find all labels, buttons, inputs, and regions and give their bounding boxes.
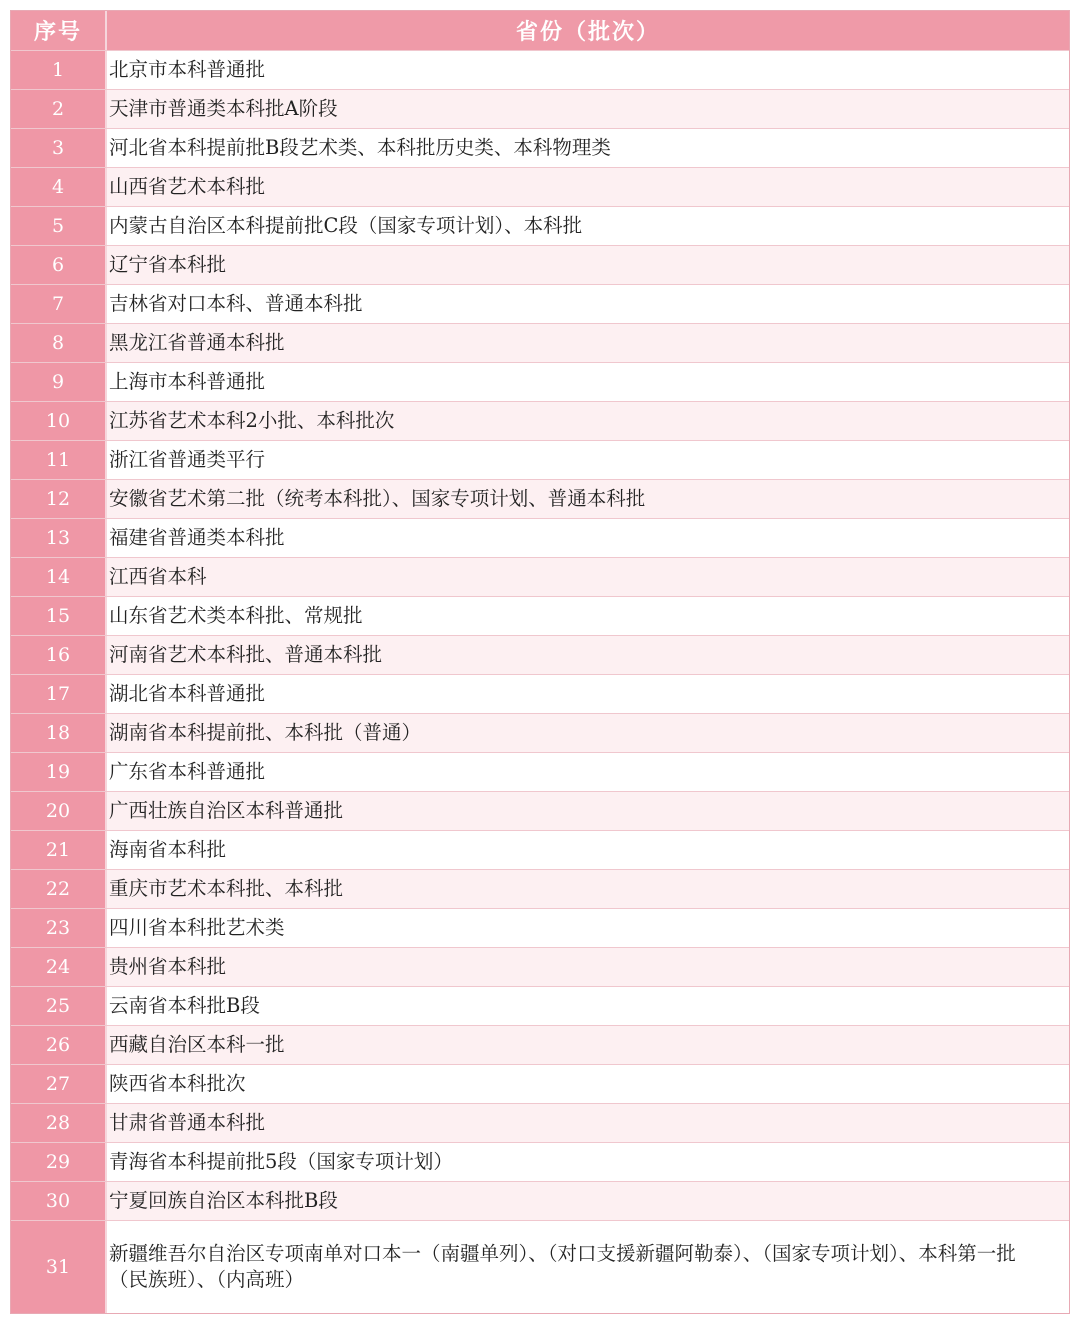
row-number: 21: [11, 831, 107, 869]
row-number: 23: [11, 909, 107, 947]
table-row: [11, 402, 1069, 441]
table-row: [11, 480, 1069, 519]
table-row: [11, 207, 1069, 246]
province-batch-cell: 吉林省对口本科、普通本科批: [107, 285, 1069, 323]
table-row: [11, 129, 1069, 168]
province-batch-cell: 重庆市艺术本科批、本科批: [107, 870, 1069, 908]
row-number: 4: [11, 168, 107, 206]
row-number: 16: [11, 636, 107, 674]
table-row: [11, 285, 1069, 324]
table-row: [11, 870, 1069, 909]
row-number: 25: [11, 987, 107, 1025]
province-batch-cell: 上海市本科普通批: [107, 363, 1069, 401]
row-number: 30: [11, 1182, 107, 1220]
table-row: [11, 792, 1069, 831]
row-number: 14: [11, 558, 107, 596]
table-row: [11, 519, 1069, 558]
row-number: 18: [11, 714, 107, 752]
header-title: 省份（批次）: [515, 20, 660, 45]
row-number: 5: [11, 207, 107, 245]
province-batch-cell: 天津市普通类本科批A阶段: [107, 90, 1069, 128]
row-number: 28: [11, 1104, 107, 1142]
table-header: [11, 11, 1069, 51]
admission-batch-table: [10, 10, 1070, 1314]
row-number: 13: [11, 519, 107, 557]
table-row: [11, 753, 1069, 792]
table-row: [11, 246, 1069, 285]
province-batch-cell: 云南省本科批B段: [107, 987, 1069, 1025]
province-batch-cell: 河南省艺术本科批、普通本科批: [107, 636, 1069, 674]
row-number: 31: [11, 1221, 107, 1313]
row-number: 17: [11, 675, 107, 713]
row-number: 24: [11, 948, 107, 986]
table-row: [11, 1104, 1069, 1143]
row-number: 6: [11, 246, 107, 284]
province-batch-cell: 西藏自治区本科一批: [107, 1026, 1069, 1064]
province-batch-cell: 广东省本科普通批: [107, 753, 1069, 791]
province-batch-cell: 浙江省普通类平行: [107, 441, 1069, 479]
table-row: [11, 1143, 1069, 1182]
table-row: [11, 1026, 1069, 1065]
province-batch-cell: 江西省本科: [107, 558, 1069, 596]
row-number: 26: [11, 1026, 107, 1064]
row-number: 10: [11, 402, 107, 440]
province-batch-cell: 辽宁省本科批: [107, 246, 1069, 284]
table-row: [11, 675, 1069, 714]
table-row: [11, 948, 1069, 987]
province-batch-cell: 河北省本科提前批B段艺术类、本科批历史类、本科物理类: [107, 129, 1069, 167]
row-number: 20: [11, 792, 107, 830]
table-row: [11, 636, 1069, 675]
province-batch-cell: 内蒙古自治区本科提前批C段（国家专项计划）、本科批: [107, 207, 1069, 245]
province-batch-cell: 山西省艺术本科批: [107, 168, 1069, 206]
province-batch-cell: 安徽省艺术第二批（统考本科批）、国家专项计划、普通本科批: [107, 480, 1069, 518]
row-number: 2: [11, 90, 107, 128]
table-row: [11, 1182, 1069, 1221]
row-number: 11: [11, 441, 107, 479]
province-batch-cell: 贵州省本科批: [107, 948, 1069, 986]
province-batch-cell: 陕西省本科批次: [107, 1065, 1069, 1103]
table-row: [11, 714, 1069, 753]
row-number: 1: [11, 51, 107, 89]
table-row: [11, 558, 1069, 597]
row-number: 19: [11, 753, 107, 791]
header-number-label: 序号: [11, 11, 107, 50]
row-number: 29: [11, 1143, 107, 1181]
table-row: [11, 1221, 1069, 1313]
table-row: [11, 363, 1069, 402]
row-number: 15: [11, 597, 107, 635]
table-row: [11, 909, 1069, 948]
row-number: 7: [11, 285, 107, 323]
province-batch-cell: 四川省本科批艺术类: [107, 909, 1069, 947]
table-row: [11, 831, 1069, 870]
table-row: [11, 324, 1069, 363]
province-batch-cell: 黑龙江省普通本科批: [107, 324, 1069, 362]
province-batch-cell: 山东省艺术类本科批、常规批: [107, 597, 1069, 635]
table-row: [11, 1065, 1069, 1104]
province-batch-cell: 青海省本科提前批5段（国家专项计划）: [107, 1143, 1069, 1181]
province-batch-cell: 甘肃省普通本科批: [107, 1104, 1069, 1142]
row-number: 27: [11, 1065, 107, 1103]
province-batch-cell: 海南省本科批: [107, 831, 1069, 869]
province-batch-cell: 湖北省本科普通批: [107, 675, 1069, 713]
row-number: 9: [11, 363, 107, 401]
province-batch-cell: 新疆维吾尔自治区专项南单对口本一（南疆单列）、（对口支援新疆阿勒泰）、（国家专项计划）、本科第一批（民族班）、（内高班）: [107, 1221, 1069, 1313]
table-row: [11, 987, 1069, 1026]
province-batch-cell: 湖南省本科提前批、本科批（普通）: [107, 714, 1069, 752]
province-batch-cell: 广西壮族自治区本科普通批: [107, 792, 1069, 830]
table-row: [11, 597, 1069, 636]
row-number: 3: [11, 129, 107, 167]
table-row: [11, 51, 1069, 90]
row-number: 12: [11, 480, 107, 518]
table-row: [11, 90, 1069, 129]
row-number: 8: [11, 324, 107, 362]
province-batch-cell: 江苏省艺术本科2小批、本科批次: [107, 402, 1069, 440]
province-batch-cell: 福建省普通类本科批: [107, 519, 1069, 557]
province-batch-cell: 北京市本科普通批: [107, 51, 1069, 89]
table-row: [11, 168, 1069, 207]
table-row: [11, 441, 1069, 480]
row-number: 22: [11, 870, 107, 908]
province-batch-cell: 宁夏回族自治区本科批B段: [107, 1182, 1069, 1220]
